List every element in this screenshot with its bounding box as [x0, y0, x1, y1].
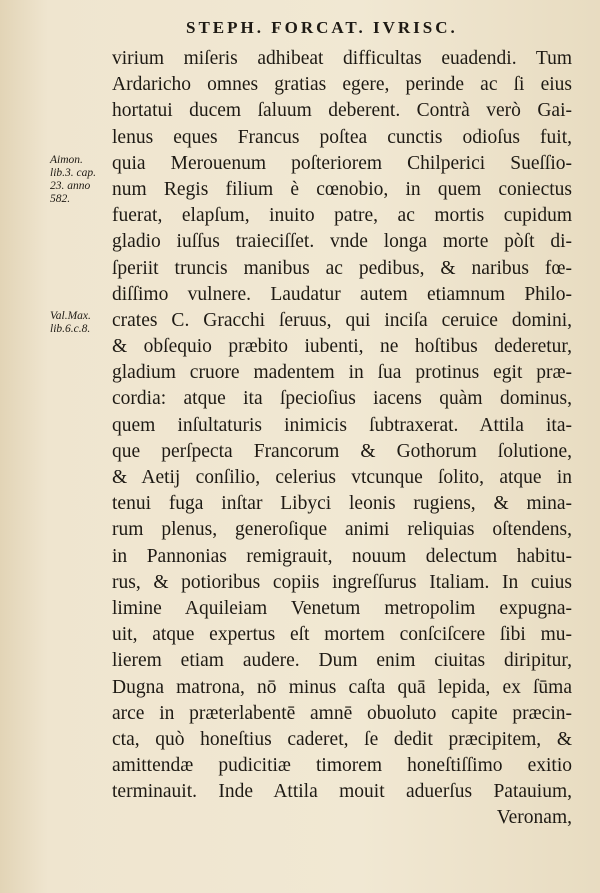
text-line: cordia: atque ita ſpecioſius iacens quàm dominus,: [112, 388, 572, 410]
text-line: tenui fuga inſtar Libyci leonis rugiens, & mina-: [112, 493, 572, 515]
text-line: terminauit. Inde Attila mouit aduerſus Patauium,: [112, 781, 572, 803]
text-line: cta, quò honeſtius caderet, ſe dedit præcipitem, &: [112, 728, 572, 750]
text-line: gladium cruore madentem in ſua protinus egit præ-: [112, 362, 572, 384]
text-line: uit, atque expertus eſt mortem conſciſcere ſibi mu-: [112, 624, 572, 646]
text-line: limine Aquileiam Venetum metropolim expugna-: [112, 597, 572, 619]
text-line: Ardaricho omnes gratias egere, perinde ac ſi eius: [112, 74, 572, 96]
text-line: hortatui ducem ſaluum deberent. Contrà verò Gai-: [112, 100, 572, 122]
text-line: rus, & potioribus copiis ingreſſurus Italiam. In cuius: [112, 571, 572, 593]
margin-note-line: lib.3. cap.: [50, 167, 96, 179]
text-line: num Regis filium è cœnobio, in quem coniectus: [112, 178, 572, 200]
text-line: quem inſultaturis inimicis ſubtraxerat. Attila ita-: [112, 414, 572, 436]
text-line: quia Merouenum poſteriorem Chilperici Sueſſio-: [112, 152, 572, 174]
text-line: fuerat, elapſum, inuito patre, ac mortis cupidum: [112, 205, 572, 227]
margin-note-line: 582.: [50, 193, 71, 205]
margin-note-line: lib.6.c.8.: [50, 323, 91, 335]
margin-note-line: Aimon.: [50, 154, 83, 166]
text-line: & obſequio præbito iubenti, ne hoſtibus dederetur,: [112, 336, 572, 358]
margin-note-line: Val.Max.: [50, 310, 91, 322]
text-line: arce in præterlabentē amnē obuoluto capite præcin-: [112, 702, 572, 724]
text-line: & Aetij conſilio, celerius vtcunque ſolito, atque in: [112, 467, 572, 488]
text-line: crates C. Gracchi ſeruus, qui inciſa ceruice domini,: [112, 309, 572, 331]
margin-note-aimon: [50, 154, 96, 206]
text-line: lenus eques Francus poſtea cunctis odioſus fuit,: [112, 126, 572, 148]
body-text: [112, 46, 572, 832]
catchword: Veronam,: [496, 807, 572, 829]
text-line: Dugna matrona, nō minus caſta quā lepida, ex ſūma: [112, 676, 572, 698]
text-line: amittendæ pudicitiæ timorem honeſtiſſimo exitio: [112, 755, 572, 777]
text-line: gladio iuſſus traieciſſet. vnde longa morte pòſt di-: [112, 231, 572, 253]
text-line: que perſpecta Francorum & Gothorum ſolutione,: [112, 440, 572, 462]
text-line: virium miſeris adhibeat difficultas euadendi. Tum: [112, 48, 572, 69]
margin-note-line: 23. anno: [50, 180, 91, 192]
text-line: diſſimo vulnere. Laudatur autem etiamnum Philo-: [112, 283, 572, 305]
text-line: lierem etiam audere. Dum enim ciuitas diripitur,: [112, 650, 572, 672]
text-line: ſperiit truncis manibus ac pedibus, & naribus fœ-: [112, 257, 572, 279]
margin-note-valmax: [50, 310, 91, 336]
text-line: rum plenus, generoſique animi reliquias oſtendens,: [112, 519, 572, 541]
text-line: in Pannonias remigrauit, nouum delectum habitu-: [112, 545, 572, 567]
running-header: STEPH. FORCAT. IVRISC.: [186, 18, 458, 37]
